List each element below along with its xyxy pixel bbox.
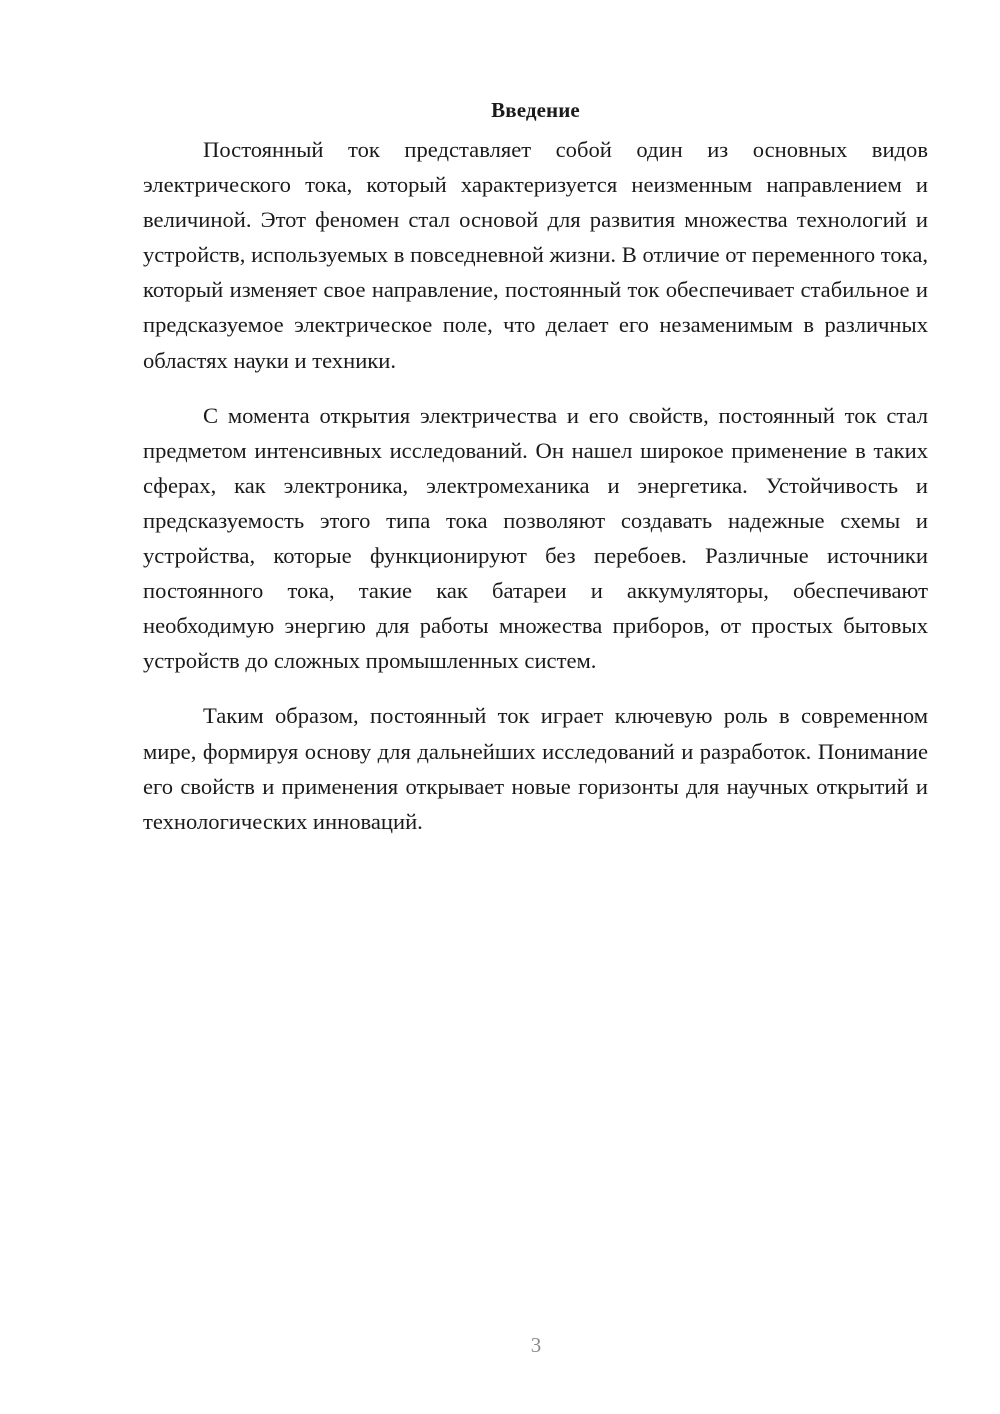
paragraph-2: С момента открытия электричества и его свойств, постоянный ток стал предметом интенсивных исследований. Он нашел широкое применение в таких сферах, как электроника, электромеханика и энергетика. Устойчивость и предсказуемость этого типа тока позволяют создавать надежные схемы и устройства, которые функционируют без перебоев. Различные источники постоянного тока, такие как батареи и аккумуляторы, обеспечивают необходимую энергию для работы множества приборов, от простых бытовых устройств до сложных промышленных систем. xyxy=(143,402,928,674)
page-number: 3 xyxy=(530,1333,542,1357)
paragraph-3: Таким образом, постоянный ток играет ключевую роль в современном мире, формируя основу для дальнейших исследований и разработок. Понимание его свойств и применения открывает новые горизонты для научных открытий и технологических инноваций. xyxy=(143,703,928,834)
page-content xyxy=(143,92,928,859)
section-title: Введение xyxy=(491,98,580,122)
paragraph-1: Постоянный ток представляет собой один из основных видов электрического тока, который характеризуется неизменным направлением и величиной. Этот феномен стал основой для развития множества технологий и устройств, используемых в повседневной жизни. В отличие от переменного тока, который изменяет свое направление, постоянный ток обеспечивает стабильное и предсказуемое электрическое поле, что делает его незаменимым в различных областях науки и техники. xyxy=(143,137,928,373)
